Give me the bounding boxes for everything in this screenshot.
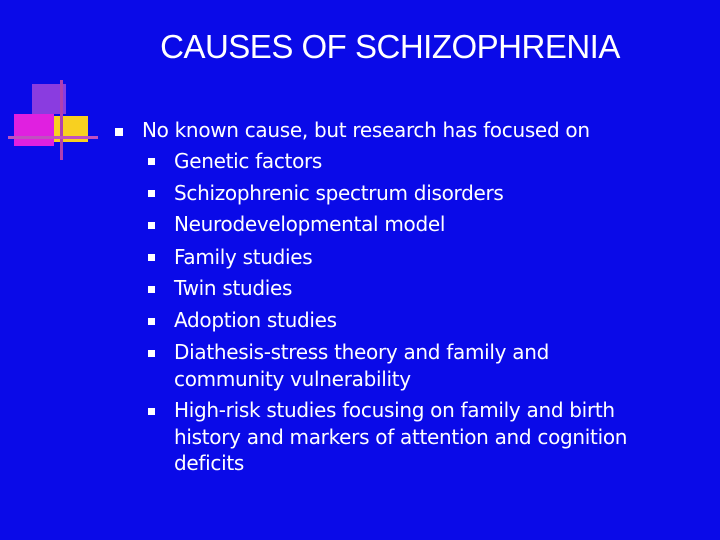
logo-magenta-square	[14, 114, 54, 146]
logo-vertical-line	[60, 80, 63, 160]
sub-bullet-icon	[148, 222, 155, 229]
main-point: No known cause, but research has focused on	[142, 118, 590, 142]
sub-point-continuation: deficits	[174, 451, 245, 475]
sub-point: Neurodevelopmental model	[174, 212, 446, 236]
sub-bullet-icon	[148, 190, 155, 197]
sub-bullet-icon	[148, 318, 155, 325]
sub-point: Schizophrenic spectrum disorders	[174, 181, 504, 205]
sub-bullet-icon	[148, 286, 155, 293]
main-bullet-icon	[115, 128, 123, 136]
sub-point: Diathesis-stress theory and family and	[174, 340, 549, 364]
sub-point-continuation: community vulnerability	[174, 367, 411, 391]
sub-point: Adoption studies	[174, 308, 337, 332]
sub-point-continuation: history and markers of attention and cognition	[174, 425, 628, 449]
sub-bullet-icon	[148, 254, 155, 261]
sub-bullet-icon	[148, 350, 155, 357]
slide-title: CAUSES OF SCHIZOPHRENIA	[160, 28, 620, 65]
decorative-logo-icon	[8, 80, 98, 160]
sub-point: High-risk studies focusing on family and birth	[174, 398, 615, 422]
sub-bullet-icon	[148, 158, 155, 165]
logo-horizontal-line	[8, 136, 98, 139]
sub-bullet-icon	[148, 408, 155, 415]
sub-point: Twin studies	[174, 276, 293, 300]
sub-point: Family studies	[174, 245, 313, 269]
sub-point: Genetic factors	[174, 149, 323, 173]
